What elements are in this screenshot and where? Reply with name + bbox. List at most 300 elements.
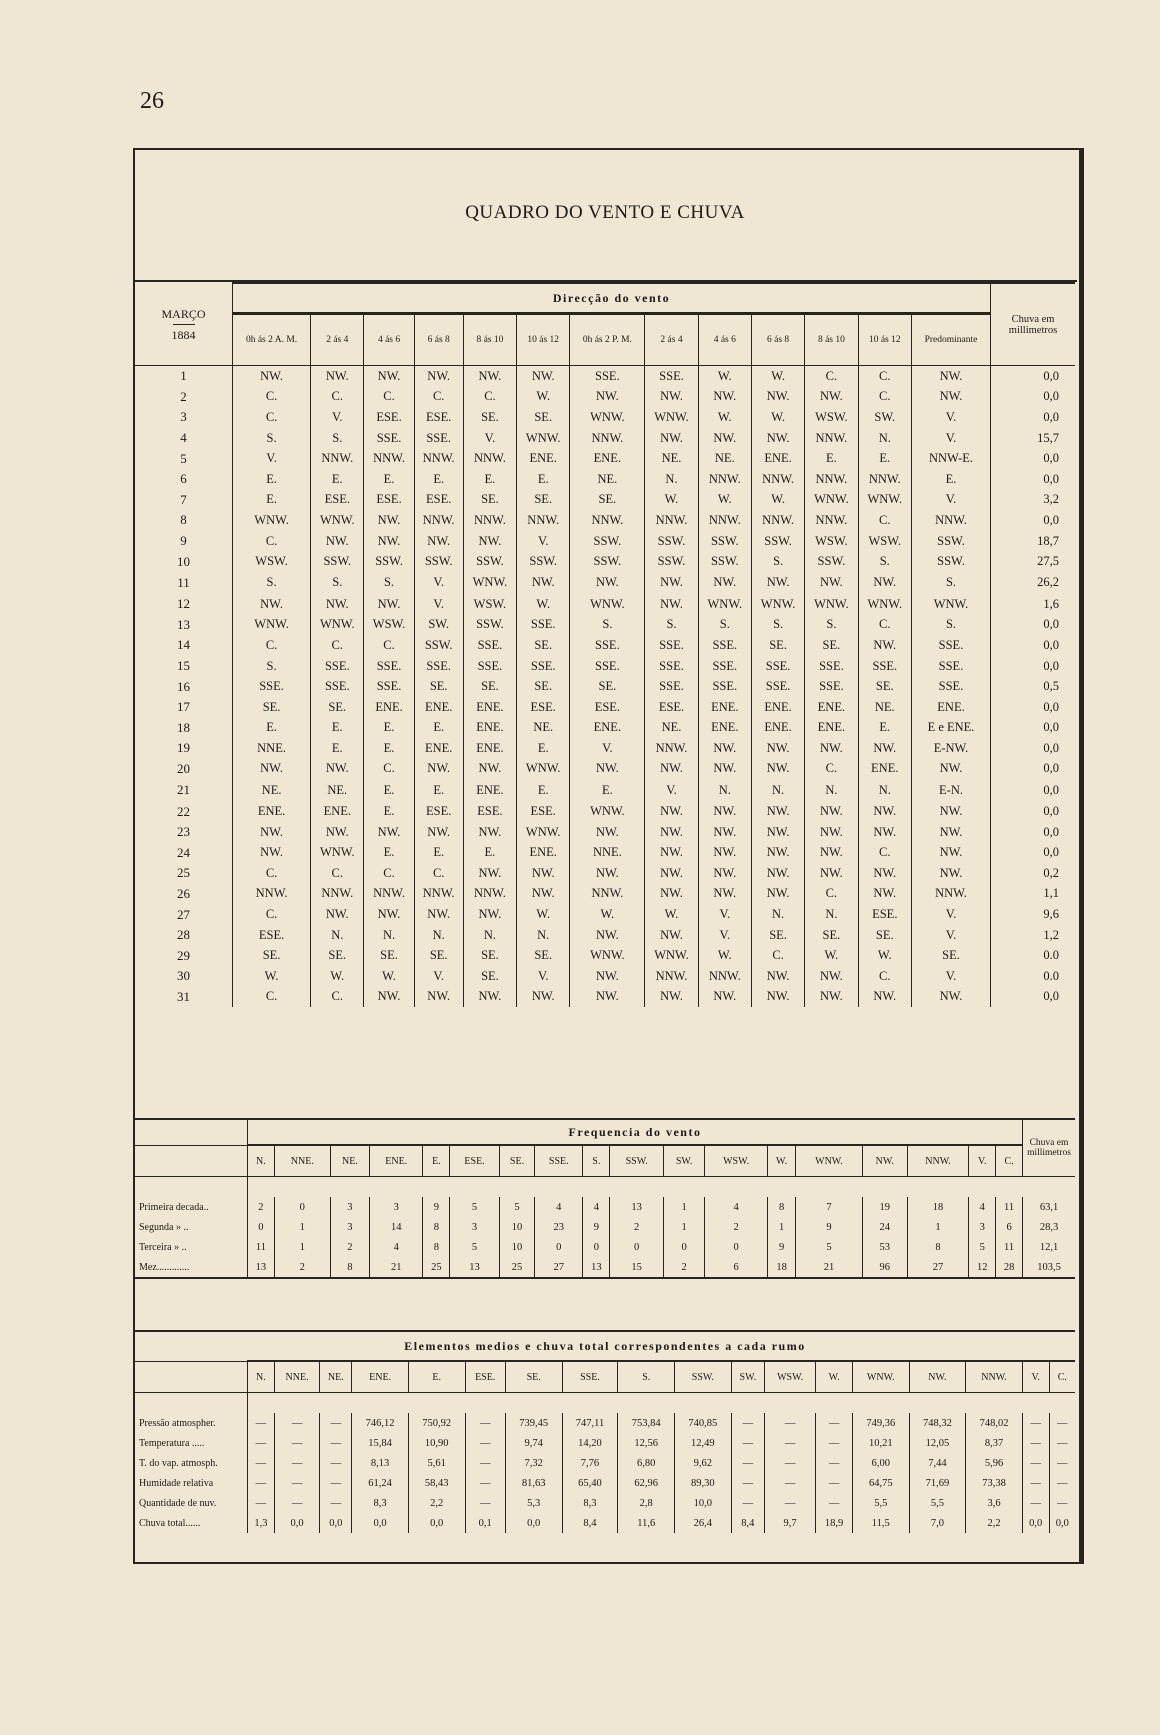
wind-cell: NNW.: [414, 448, 463, 469]
wind-cell: NW.: [751, 884, 804, 905]
wind-cell: NW.: [414, 366, 463, 387]
frequency-cell: 4: [370, 1237, 423, 1257]
wind-cell: ENE.: [805, 697, 858, 718]
wind-cell: V.: [912, 490, 991, 511]
elements-column-header: NW.: [909, 1361, 966, 1393]
frequency-cell: 53: [862, 1237, 907, 1257]
rain-cell: 0.0: [991, 966, 1076, 987]
day-cell: 8: [180, 512, 187, 528]
day-cell: 5: [180, 450, 187, 466]
day-cell: 25: [177, 865, 190, 881]
elements-cell: 750,92: [408, 1413, 465, 1433]
wind-cell: N.: [858, 779, 911, 801]
frequency-section: [135, 1118, 1075, 1279]
row-label: Primeira decada..: [139, 1201, 209, 1213]
table-row: [135, 1257, 1075, 1278]
wind-cell: C.: [311, 387, 364, 408]
frequency-cell: 13: [610, 1197, 664, 1217]
frequency-cell: 63,1: [1023, 1197, 1076, 1217]
wind-cell: NNW.: [570, 510, 645, 531]
wind-cell: SSW.: [311, 551, 364, 572]
wind-cell: E.: [364, 738, 414, 759]
elements-cell: 11,5: [852, 1513, 909, 1533]
wind-cell: E e ENE.: [912, 718, 991, 739]
rain-cell: 1,6: [991, 594, 1076, 615]
elements-column-header: SSW.: [675, 1361, 732, 1393]
elements-cell: 12,05: [909, 1433, 966, 1453]
wind-cell: NW.: [751, 738, 804, 759]
rain-cell: 0.0: [991, 945, 1076, 966]
rain-cell: 0,0: [991, 801, 1076, 822]
wind-cell: W.: [751, 490, 804, 511]
wind-cell: SSW.: [805, 551, 858, 572]
elements-cell: 12,56: [618, 1433, 675, 1453]
wind-cell: SSE.: [751, 656, 804, 677]
wind-cell: NNW.: [463, 884, 516, 905]
wind-cell: ESE.: [517, 697, 570, 718]
elements-cell: —: [1049, 1493, 1075, 1513]
wind-cell: NW.: [698, 822, 751, 843]
wind-cell: E.: [233, 490, 311, 511]
day-cell: 29: [177, 947, 190, 963]
elements-cell: 11,6: [618, 1513, 675, 1533]
wind-cell: NW.: [463, 863, 516, 884]
wind-cell: E.: [805, 448, 858, 469]
wind-cell: WNW.: [311, 615, 364, 636]
wind-cell: C.: [751, 945, 804, 966]
wind-cell: NW.: [364, 510, 414, 531]
wind-cell: SE.: [463, 407, 516, 428]
elements-cell: 2,2: [408, 1493, 465, 1513]
wind-cell: WNW.: [858, 594, 911, 615]
direction-column-header: 10 ás 12: [517, 314, 570, 366]
wind-cell: NW.: [645, 428, 698, 449]
wind-cell: WSW.: [463, 594, 516, 615]
table-row: [135, 945, 1075, 966]
wind-cell: NNW.: [858, 469, 911, 490]
wind-cell: NNE.: [233, 738, 311, 759]
wind-cell: C.: [858, 366, 911, 387]
day-cell: 18: [177, 719, 190, 735]
wind-cell: SSW.: [570, 551, 645, 572]
elements-column-header: ENE.: [352, 1361, 409, 1393]
day-cell: 14: [177, 637, 190, 653]
wind-cell: SSE.: [463, 656, 516, 677]
wind-cell: W.: [698, 407, 751, 428]
wind-cell: NW.: [364, 594, 414, 615]
elements-cell: 6,80: [618, 1453, 675, 1473]
table-row: [135, 842, 1075, 863]
table-row: [135, 697, 1075, 718]
table-row: [135, 822, 1075, 843]
elements-cell: —: [320, 1413, 352, 1433]
page-title: QUADRO DO VENTO E CHUVA: [465, 202, 745, 223]
wind-cell: NW.: [645, 387, 698, 408]
elements-cell: —: [248, 1413, 275, 1433]
wind-cell: W.: [698, 490, 751, 511]
wind-cell: N.: [517, 925, 570, 946]
wind-cell: SE.: [751, 925, 804, 946]
frequency-cell: 9: [423, 1197, 450, 1217]
elements-cell: —: [320, 1453, 352, 1473]
wind-cell: E.: [311, 718, 364, 739]
wind-cell: SSW.: [698, 551, 751, 572]
wind-cell: SSE.: [912, 656, 991, 677]
elements-cell: 10,90: [408, 1433, 465, 1453]
wind-cell: SSE.: [233, 676, 311, 697]
wind-cell: SE.: [463, 490, 516, 511]
wind-cell: E.: [517, 779, 570, 801]
frequency-cell: 11: [248, 1237, 275, 1257]
rain-header: Chuva em millimetros: [991, 283, 1076, 366]
wind-cell: NNW.: [414, 510, 463, 531]
wind-cell: SE.: [463, 945, 516, 966]
wind-cell: NW.: [517, 863, 570, 884]
elements-cell: —: [765, 1473, 816, 1493]
direction-column-header: 2 ás 4: [645, 314, 698, 366]
frequency-row-label-header: [135, 1145, 248, 1177]
elements-cell: —: [1049, 1473, 1075, 1493]
frequency-cell: 11: [996, 1197, 1023, 1217]
wind-cell: ENE.: [517, 448, 570, 469]
wind-cell: NW.: [698, 863, 751, 884]
frequency-cell: 27: [907, 1257, 969, 1278]
wind-cell: NNW.: [698, 469, 751, 490]
wind-cell: NW.: [912, 801, 991, 822]
wind-cell: NNW.: [517, 510, 570, 531]
frequency-cell: 103,5: [1023, 1257, 1076, 1278]
wind-cell: SE.: [311, 697, 364, 718]
wind-cell: SSW.: [645, 531, 698, 552]
table-row: [135, 387, 1075, 408]
table-row: [135, 925, 1075, 946]
elements-cell: 6,00: [852, 1453, 909, 1473]
day-cell: 28: [177, 927, 190, 943]
wind-cell: NNW.: [645, 510, 698, 531]
wind-cell: C.: [233, 387, 311, 408]
rain-cell: 9,6: [991, 904, 1076, 925]
rain-cell: 18,7: [991, 531, 1076, 552]
wind-cell: E.: [233, 718, 311, 739]
frequency-column-header: SE.: [499, 1145, 534, 1177]
wind-cell: W.: [698, 945, 751, 966]
wind-cell: W.: [645, 490, 698, 511]
elements-cell: —: [274, 1473, 320, 1493]
frequency-cell: 8: [907, 1237, 969, 1257]
table-row: [135, 635, 1075, 656]
wind-cell: S.: [233, 656, 311, 677]
elements-cell: —: [1049, 1413, 1075, 1433]
wind-cell: W.: [233, 966, 311, 987]
wind-cell: S.: [233, 428, 311, 449]
elements-cell: —: [731, 1413, 764, 1433]
table-row: [135, 407, 1075, 428]
wind-cell: NNW.: [570, 428, 645, 449]
wind-cell: NW.: [751, 987, 804, 1008]
wind-cell: V.: [414, 966, 463, 987]
rain-cell: 0,0: [991, 779, 1076, 801]
wind-cell: NE.: [233, 779, 311, 801]
row-label: Terceira » ..: [139, 1241, 187, 1253]
wind-cell: SE.: [517, 945, 570, 966]
rain-cell: 0,0: [991, 842, 1076, 863]
wind-cell: N.: [805, 904, 858, 925]
frequency-cell: 1: [664, 1217, 705, 1237]
wind-cell: ENE.: [570, 718, 645, 739]
day-cell: 2: [180, 388, 187, 404]
day-cell: 17: [177, 699, 190, 715]
wind-cell: E.: [414, 779, 463, 801]
wind-cell: V.: [414, 594, 463, 615]
day-cell: 13: [177, 616, 190, 632]
day-cell: 15: [177, 658, 190, 674]
frequency-cell: 3: [370, 1197, 423, 1217]
wind-cell: C.: [233, 904, 311, 925]
frequency-cell: 5: [450, 1237, 500, 1257]
wind-cell: NW.: [311, 822, 364, 843]
wind-cell: NW.: [912, 822, 991, 843]
frequency-cell: 12,1: [1023, 1237, 1076, 1257]
elements-column-header: NNW.: [966, 1361, 1023, 1393]
wind-cell: WNW.: [233, 510, 311, 531]
frequency-corner: [135, 1120, 248, 1145]
wind-cell: NW.: [751, 387, 804, 408]
wind-cell: SSE.: [517, 656, 570, 677]
wind-cell: SSW.: [570, 531, 645, 552]
wind-cell: NW.: [805, 863, 858, 884]
wind-cell: SE.: [858, 676, 911, 697]
elements-cell: 5,96: [966, 1453, 1023, 1473]
wind-cell: C.: [858, 510, 911, 531]
frequency-cell: 8: [423, 1237, 450, 1257]
frequency-cell: 21: [370, 1257, 423, 1278]
wind-cell: NW.: [698, 884, 751, 905]
wind-cell: S.: [233, 572, 311, 594]
wind-cell: C.: [858, 387, 911, 408]
wind-cell: NW.: [570, 863, 645, 884]
wind-cell: NW.: [645, 863, 698, 884]
wind-cell: NW.: [414, 904, 463, 925]
elements-cell: 7,44: [909, 1453, 966, 1473]
elements-cell: —: [274, 1433, 320, 1453]
wind-cell: E.: [463, 469, 516, 490]
frequency-cell: 3: [450, 1217, 500, 1237]
wind-cell: ENE.: [311, 801, 364, 822]
wind-cell: NW.: [645, 801, 698, 822]
day-cell: 10: [177, 553, 190, 569]
wind-cell: W.: [364, 966, 414, 987]
wind-cell: NW.: [751, 801, 804, 822]
frequency-cell: 8: [330, 1257, 369, 1278]
table-row: [135, 884, 1075, 905]
direction-column-header: 0h ás 2 P. M.: [570, 314, 645, 366]
wind-cell: W.: [805, 945, 858, 966]
wind-cell: V.: [233, 448, 311, 469]
wind-cell: NW.: [233, 822, 311, 843]
wind-cell: SSE.: [311, 676, 364, 697]
day-cell: 21: [177, 782, 190, 798]
wind-cell: NW.: [698, 572, 751, 594]
frequency-cell: 13: [248, 1257, 275, 1278]
direction-column-header: 2 ás 4: [311, 314, 364, 366]
row-label: Segunda » ..: [139, 1221, 189, 1233]
wind-cell: E.: [364, 469, 414, 490]
frequency-cell: 28,3: [1023, 1217, 1076, 1237]
wind-cell: WNW.: [805, 490, 858, 511]
wind-cell: NW.: [645, 759, 698, 780]
elements-cell: 2,2: [966, 1513, 1023, 1533]
wind-cell: WSW.: [364, 615, 414, 636]
frequency-cell: 0: [705, 1237, 768, 1257]
frequency-column-header: WSW.: [705, 1145, 768, 1177]
day-cell: 30: [177, 968, 190, 984]
elements-cell: —: [320, 1493, 352, 1513]
wind-cell: S.: [570, 615, 645, 636]
frequency-cell: 25: [423, 1257, 450, 1278]
wind-cell: ENE.: [414, 738, 463, 759]
frequency-rain-header: Chuva em millimetros: [1023, 1120, 1076, 1177]
wind-cell: NNW.: [463, 448, 516, 469]
wind-cell: SE.: [805, 925, 858, 946]
elements-cell: 8,13: [352, 1453, 409, 1473]
table-row: [135, 469, 1075, 490]
wind-cell: NNW.: [912, 510, 991, 531]
wind-cell: NW.: [517, 366, 570, 387]
wind-cell: NW.: [463, 904, 516, 925]
wind-cell: NW.: [698, 987, 751, 1008]
frequency-cell: 5: [969, 1237, 996, 1257]
wind-cell: C.: [364, 759, 414, 780]
wind-cell: V.: [912, 407, 991, 428]
table-row: [135, 676, 1075, 697]
elements-cell: 753,84: [618, 1413, 675, 1433]
frequency-column-header: NNE.: [274, 1145, 330, 1177]
wind-cell: NW.: [311, 594, 364, 615]
wind-cell: SSE.: [570, 366, 645, 387]
wind-cell: SW.: [414, 615, 463, 636]
rain-cell: 0,2: [991, 863, 1076, 884]
frequency-column-header: E.: [423, 1145, 450, 1177]
wind-cell: E.: [311, 469, 364, 490]
elements-cell: —: [816, 1413, 853, 1433]
wind-cell: ESE.: [364, 407, 414, 428]
direction-section-title: Direcção do vento: [233, 283, 991, 314]
wind-cell: SSW.: [364, 551, 414, 572]
wind-cell: N.: [751, 904, 804, 925]
wind-cell: NE.: [858, 697, 911, 718]
wind-cell: C.: [233, 635, 311, 656]
wind-cell: NNW.: [364, 884, 414, 905]
elements-cell: 15,84: [352, 1433, 409, 1453]
elements-column-header: WSW.: [765, 1361, 816, 1393]
wind-cell: WSW.: [805, 407, 858, 428]
wind-cell: NW.: [517, 572, 570, 594]
wind-cell: NW.: [645, 987, 698, 1008]
elements-cell: 5,3: [505, 1493, 562, 1513]
elements-cell: 9,62: [675, 1453, 732, 1473]
wind-cell: WNW.: [570, 945, 645, 966]
elements-cell: 7,0: [909, 1513, 966, 1533]
wind-cell: ENE.: [912, 697, 991, 718]
elements-cell: 58,43: [408, 1473, 465, 1493]
frequency-cell: 5: [450, 1197, 500, 1217]
wind-cell: SE.: [233, 697, 311, 718]
wind-cell: NW.: [463, 759, 516, 780]
frequency-cell: 2: [330, 1237, 369, 1257]
wind-cell: W.: [751, 366, 804, 387]
direction-column-header: Predominante: [912, 314, 991, 366]
wind-cell: NW.: [912, 759, 991, 780]
wind-cell: ENE.: [463, 738, 516, 759]
elements-cell: —: [274, 1453, 320, 1473]
wind-cell: NW.: [311, 366, 364, 387]
elements-cell: 81,63: [505, 1473, 562, 1493]
elements-cell: —: [248, 1493, 275, 1513]
elements-cell: 2,8: [618, 1493, 675, 1513]
wind-cell: WSW.: [233, 551, 311, 572]
wind-cell: ENE.: [698, 718, 751, 739]
wind-cell: SSW.: [698, 531, 751, 552]
elements-cell: 739,45: [505, 1413, 562, 1433]
frequency-cell: 0: [664, 1237, 705, 1257]
elements-cell: 748,32: [909, 1413, 966, 1433]
wind-cell: V.: [912, 428, 991, 449]
frequency-cell: 4: [705, 1197, 768, 1217]
frequency-cell: 25: [499, 1257, 534, 1278]
elements-column-header: V.: [1022, 1361, 1049, 1393]
wind-cell: SSE.: [912, 676, 991, 697]
elements-cell: —: [1049, 1453, 1075, 1473]
wind-cell: N.: [311, 925, 364, 946]
elements-cell: —: [1049, 1433, 1075, 1453]
row-label: Pressão atmospher.: [139, 1417, 216, 1429]
wind-cell: E.: [570, 779, 645, 801]
elements-cell: —: [816, 1433, 853, 1453]
wind-cell: W.: [698, 366, 751, 387]
elements-cell: 749,36: [852, 1413, 909, 1433]
wind-cell: NW.: [364, 531, 414, 552]
wind-cell: WNW.: [805, 594, 858, 615]
wind-cell: NNW.: [414, 884, 463, 905]
wind-cell: NW.: [364, 366, 414, 387]
wind-cell: NW.: [645, 884, 698, 905]
wind-cell: SE.: [570, 490, 645, 511]
elements-column-header: SW.: [731, 1361, 764, 1393]
wind-cell: NW.: [805, 801, 858, 822]
wind-cell: E.: [364, 718, 414, 739]
rain-cell: 1,1: [991, 884, 1076, 905]
wind-cell: N.: [463, 925, 516, 946]
rain-cell: 15,7: [991, 428, 1076, 449]
wind-cell: NW.: [233, 366, 311, 387]
frequency-column-header: NNW.: [907, 1145, 969, 1177]
elements-cell: —: [1022, 1433, 1049, 1453]
title-box: [133, 150, 1077, 282]
day-cell: 24: [177, 844, 190, 860]
wind-cell: NNW.: [751, 469, 804, 490]
day-cell: 31: [177, 988, 190, 1004]
frequency-cell: 8: [768, 1197, 796, 1217]
wind-cell: NNW.: [698, 966, 751, 987]
wind-cell: SE.: [463, 676, 516, 697]
elements-cell: 5,5: [909, 1493, 966, 1513]
wind-cell: NW.: [414, 531, 463, 552]
frequency-cell: 0: [583, 1237, 610, 1257]
elements-table: [135, 1332, 1075, 1533]
wind-cell: WNW.: [570, 801, 645, 822]
frequency-column-header: W.: [768, 1145, 796, 1177]
elements-cell: 0,0: [1049, 1513, 1075, 1533]
